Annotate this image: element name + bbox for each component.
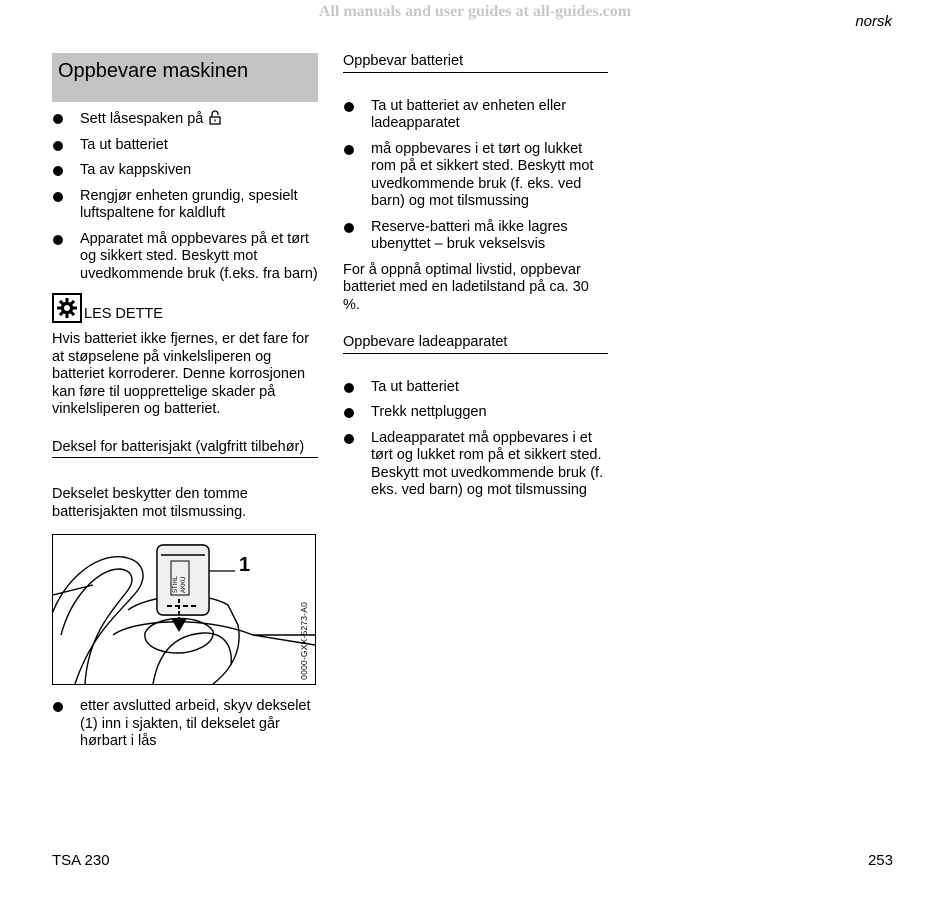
list-item: Ta ut batteriet	[343, 379, 608, 397]
right-column	[343, 53, 608, 508]
cover-steps-list	[52, 698, 318, 751]
unlock-icon	[209, 110, 221, 125]
page-number: 253	[867, 852, 893, 869]
list-item: Ta av kappskiven	[52, 162, 318, 180]
figure-callout-number: 1	[239, 554, 251, 576]
list-item: Ta ut batteriet	[52, 137, 318, 155]
charger-heading: Oppbevare ladeapparatet	[343, 334, 608, 354]
list-item: må oppbevares i et tørt og lukket rom på et sikkert sted. Beskytt mot uvedkommende bruk (f. eks. ved barn) og mot tilsmussing	[343, 141, 608, 211]
watermark: All manuals and user guides at all-guides.com	[318, 3, 632, 20]
storage-steps-list	[52, 110, 318, 283]
charger-steps-list	[343, 379, 608, 500]
battery-text: For å oppnå optimal livstid, oppbevar batteriet med en ladetilstand på ca. 30 %.	[343, 261, 589, 313]
list-item: Ladeapparatet må oppbevares i et tørt og lukket rom på et sikkert sted. Beskytt mot uvedkommende bruk (f. eks. ved barn) og mot tilsmussing	[343, 430, 608, 500]
list-item: Reserve-batteri må ikke lagres ubenyttet – bruk vekselsvis	[343, 219, 608, 254]
list-item: Rengjør enheten grundig, spesielt luftspaltene for kaldluft	[52, 188, 318, 223]
gear-warning-icon	[52, 293, 82, 323]
svg-text:AKKU: AKKU	[181, 576, 187, 593]
list-item	[52, 110, 318, 129]
section-title: Oppbevare maskinen	[58, 60, 249, 82]
list-item: Apparatet må oppbevares på et tørt og sikkert sted. Beskytt mot uvedkommende bruk (f.eks. fra barn)	[52, 231, 318, 284]
language-label: norsk	[855, 13, 892, 30]
section-title-box	[52, 53, 318, 102]
figure-code: 0000-GXX-5273-A0	[298, 602, 309, 680]
notice-header	[52, 293, 318, 323]
notice-text: Hvis batteriet ikke fjernes, er det fare for at støpselene på vinkelsliperen og batteriet korroderer. Denne korrosjonen kan føre til uopprettelige skader på vinkelsliperen og batteriet.	[52, 331, 310, 417]
battery-cover-illustration	[53, 535, 315, 684]
cover-text: Dekselet beskytter den tomme batterisjakten mot tilsmussing.	[52, 486, 248, 520]
battery-steps-list	[343, 98, 608, 254]
list-item: etter avslutted arbeid, skyv dekselet (1) inn i sjakten, til dekselet går hørbart i lås	[52, 698, 318, 751]
list-item: Ta ut batteriet av enheten eller ladeapparatet	[343, 98, 608, 133]
list-item-text: Sett låsespaken på	[80, 111, 204, 127]
left-column	[52, 53, 318, 759]
footer-model: TSA 230	[52, 852, 110, 869]
cover-heading: Deksel for batterisjakt (valgfritt tilbehør)	[52, 439, 318, 459]
svg-text:STIHL: STIHL	[173, 575, 179, 593]
notice-label: LES DETTE	[84, 306, 163, 322]
battery-heading: Oppbevar batteriet	[343, 53, 608, 73]
list-item: Trekk nettpluggen	[343, 404, 608, 422]
battery-cover-figure	[52, 534, 316, 685]
